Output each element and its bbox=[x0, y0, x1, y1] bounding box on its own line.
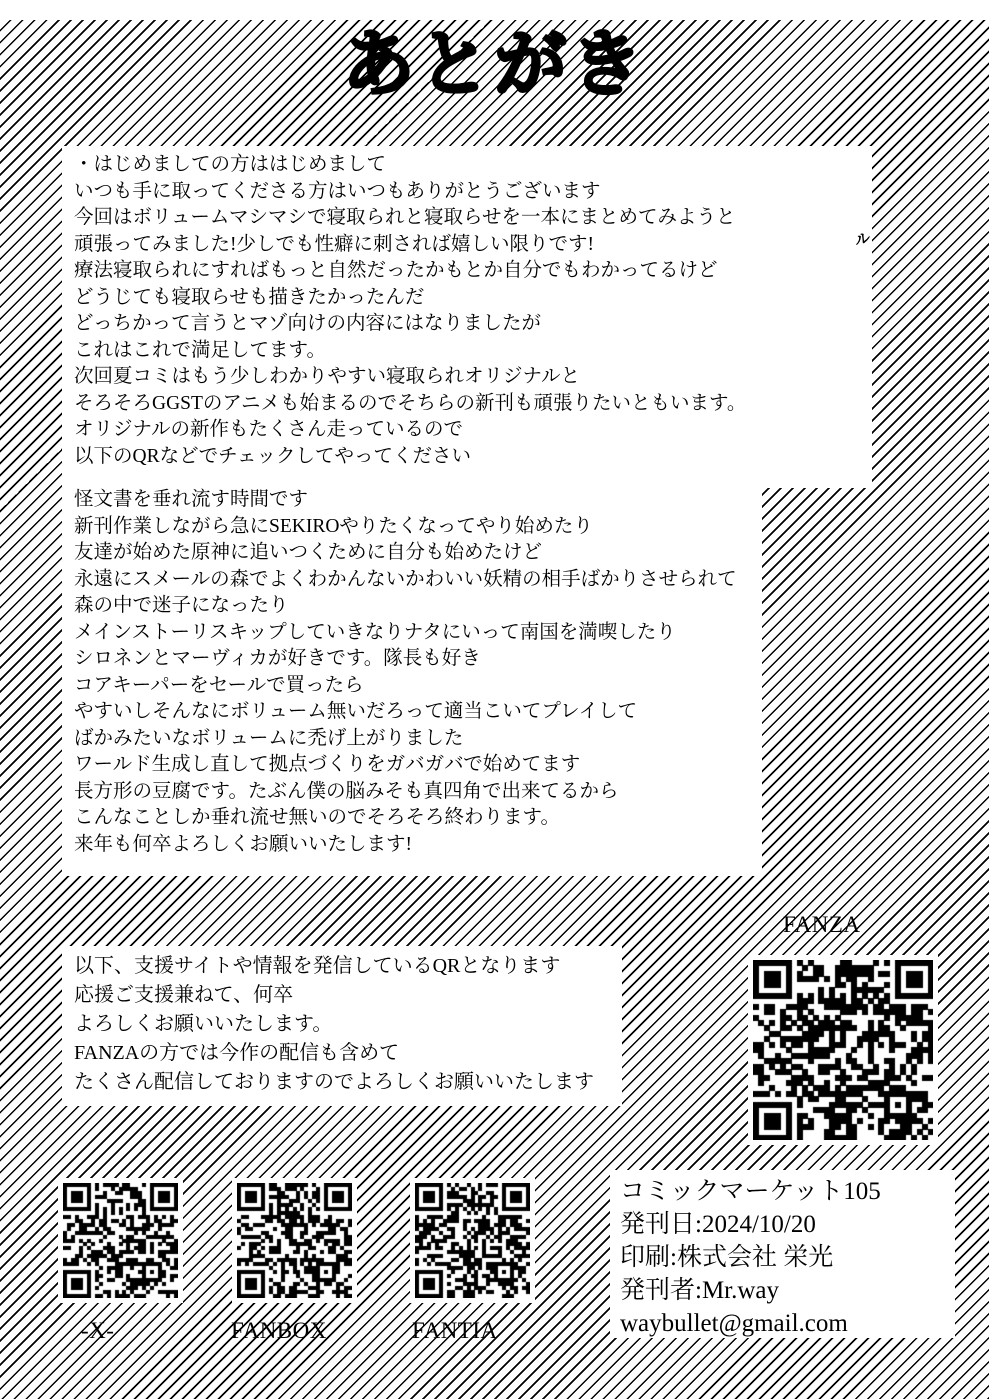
ramble-line: メインストーリスキップしていきなりナタにいって南国を満喫したり bbox=[74, 621, 676, 643]
qr-label-x: -X- bbox=[81, 1318, 115, 1343]
intro-text bbox=[74, 152, 746, 470]
intro-line: そろそろGGSTのアニメも始まるのでそちらの新刊も頑張りたいともいます。 bbox=[74, 392, 747, 414]
qr-note-line: よろしくお願いいたします。 bbox=[74, 1013, 333, 1035]
colophon-line: コミックマーケット105 bbox=[620, 1178, 881, 1205]
qr-note-line: たくさん配信しておりますのでよろしくお願いいたします bbox=[74, 1071, 594, 1093]
qr-note-line: 以下、支援サイトや情報を発信しているQRとなります bbox=[74, 955, 561, 977]
intro-line: 療法寝取られにすればもっと自然だったかもとか自分でもわかってるけど bbox=[74, 260, 718, 281]
ramble-line: 来年も何卒よろしくお願いいたします! bbox=[74, 833, 412, 855]
qr-note-line: FANZAの方では今作の配信も含めて bbox=[74, 1042, 400, 1064]
doodle-mark: ル bbox=[853, 229, 872, 249]
qr-label-fanbox: FANBOX bbox=[231, 1318, 327, 1343]
intro-line: どうじても寝取らせも描きたかったんだ bbox=[74, 286, 425, 308]
ramble-line: 怪文書を垂れ流す時間です bbox=[74, 489, 309, 510]
colophon-line: waybullet@gmail.com bbox=[620, 1310, 848, 1337]
ramble-line: 永遠にスメールの森でよくわかんないかわいい妖精の相手ばかりさせられて bbox=[74, 568, 737, 590]
colophon-line: 発刊日:2024/10/20 bbox=[620, 1211, 816, 1238]
page-title-wrap bbox=[0, 24, 989, 104]
ramble-line: ばかみたいなボリュームに禿げ上がりました bbox=[74, 727, 464, 749]
intro-line: 次回夏コミはもう少しわかりやすい寝取られオリジナルと bbox=[74, 366, 581, 387]
qr-code-fantia[interactable] bbox=[410, 1178, 535, 1303]
intro-line: オリジナルの新作もたくさん走っているので bbox=[74, 419, 464, 440]
qr-note-text bbox=[74, 952, 594, 1097]
qr-code-fanza[interactable] bbox=[748, 955, 938, 1145]
ramble-line: やすいしそんなにボリューム無いだろって適当こいてプレイして bbox=[74, 701, 638, 722]
intro-line: いつも手に取ってくださる方はいつもありがとうございます bbox=[74, 180, 601, 202]
intro-line: 今回はボリュームマシマシで寝取られと寝取らせを一本にまとめてみようと bbox=[74, 207, 736, 228]
ramble-text bbox=[74, 487, 737, 858]
qr-label-fantia: FANTIA bbox=[412, 1318, 498, 1343]
intro-line: 以下のQRなどでチェックしてやってください bbox=[74, 445, 472, 467]
qr-note-line: 応援ご支援兼ねて、何卒 bbox=[74, 984, 294, 1006]
page-title: あとがき bbox=[342, 22, 647, 106]
title-panel bbox=[0, 0, 989, 20]
qr-code-x[interactable] bbox=[58, 1178, 183, 1303]
intro-line: 頑張ってみました!少しでも性癖に刺されば嬉しい限りです! bbox=[74, 233, 594, 255]
ramble-line: 新刊作業しながら急にSEKIROやりたくなってやり始めたり bbox=[74, 515, 593, 537]
intro-line: これはこれで満足してます。 bbox=[74, 339, 326, 361]
colophon-line: 印刷:株式会社 栄光 bbox=[620, 1244, 834, 1271]
ramble-line: 森の中で迷子になったり bbox=[74, 595, 289, 616]
colophon-text bbox=[620, 1175, 881, 1340]
intro-line: ・はじめましての方ははじめまして bbox=[74, 154, 387, 175]
qr-code-fanbox[interactable] bbox=[232, 1178, 357, 1303]
ramble-line: 友達が始めた原神に追いつくために自分も始めたけど bbox=[74, 542, 543, 563]
ramble-line: ワールド生成し直して拠点づくりをガバガバで始めてます bbox=[74, 754, 581, 775]
ramble-line: シロネンとマーヴィカが好きです。隊長も好き bbox=[74, 648, 481, 669]
ramble-line: コアキーパーをセールで買ったら bbox=[74, 674, 364, 696]
intro-line: どっちかって言うとマゾ向けの内容にはなりましたが bbox=[74, 313, 542, 334]
ramble-line: こんなことしか垂れ流せ無いのでそろそろ終わります。 bbox=[74, 807, 560, 828]
qr-label-fanza: FANZA bbox=[783, 912, 861, 937]
colophon-line: 発刊者:Mr.way bbox=[620, 1277, 780, 1304]
ramble-line: 長方形の豆腐です。たぶん僕の脳みそも真四角で出来てるから bbox=[74, 780, 619, 802]
